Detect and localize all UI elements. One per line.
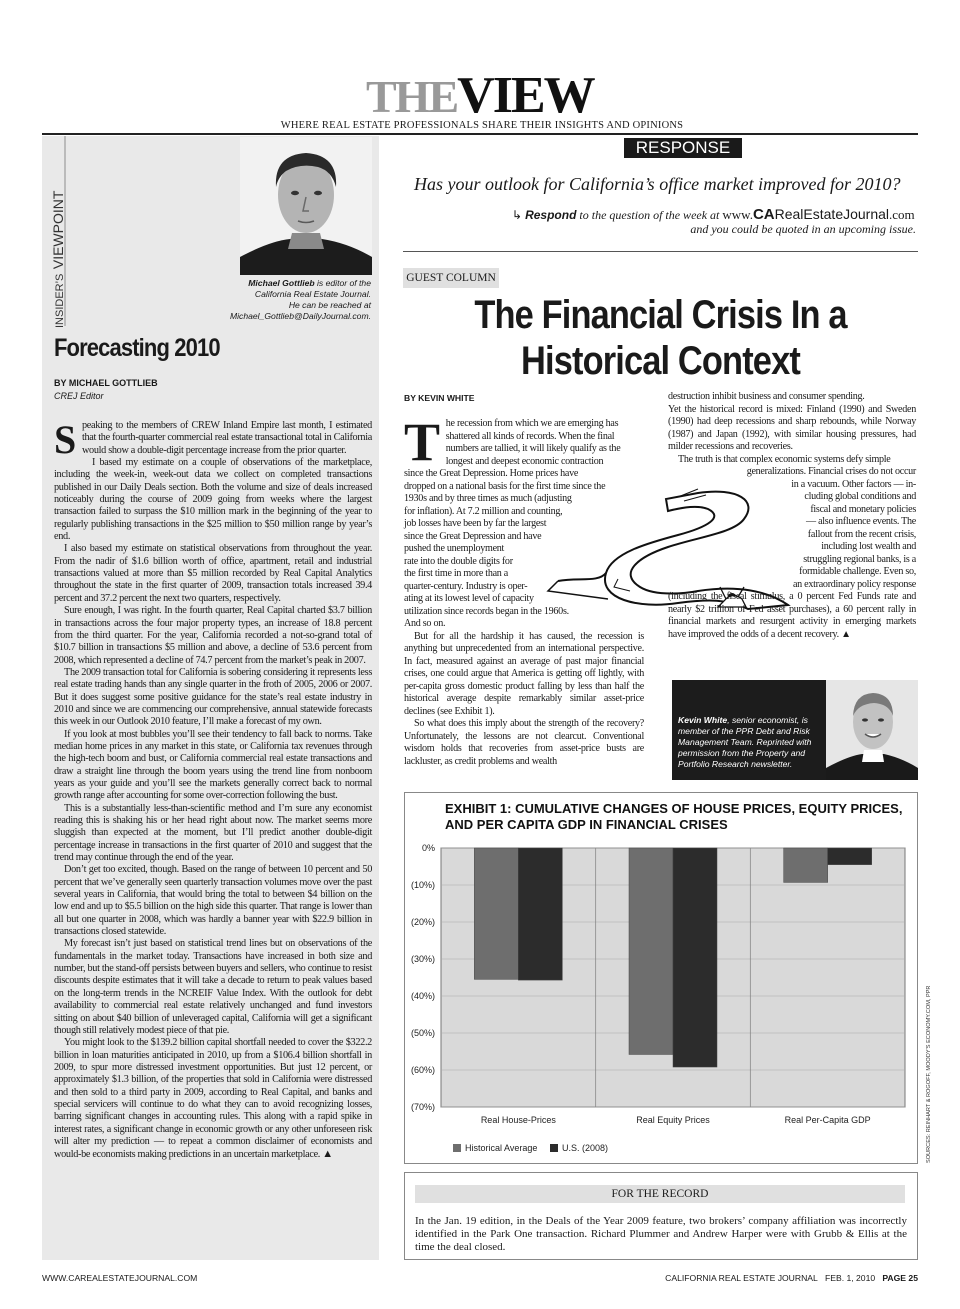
guest-right-line: cluding global conditions and bbox=[804, 491, 916, 503]
sidebar-paragraph: This is a substantially less-than-scientific method and I’m sure any economist reading this is shaking his or her head right about now. The market seems more sluggish than expected at the moment, but I’ll predict another double-digit percentage increase in transactions in the first quarter of 2010 and suggest that the trend may continue through the end of the year. bbox=[54, 802, 372, 864]
bar-u-s-2008- bbox=[518, 848, 562, 980]
exhibit-1-chart bbox=[405, 793, 917, 1163]
y-tick-label: (20%) bbox=[410, 917, 435, 927]
respond-line-2: and you could be quoted in an upcoming issue. bbox=[690, 222, 916, 236]
guest-right-line: destruction inhibit business and consumer spending. bbox=[668, 391, 865, 402]
author-photo-gottlieb bbox=[240, 137, 372, 275]
y-tick-label: (50%) bbox=[410, 1028, 435, 1038]
guest-line: numbers are tallied, it will likely qualify as the bbox=[445, 443, 621, 455]
url-com: .com bbox=[889, 207, 915, 222]
end-mark-icon: ▲ bbox=[841, 628, 851, 640]
footer-publication bbox=[560, 1273, 918, 1283]
sidebar-paragraph: The 2009 transaction total for California is sobering considering it represents less real estate trading hands than any single quarter in the froth of 2005, 2006 or 2007. But it does suggest some positive guidance for the state’s real estate industry in 2010 and since we are commencing our comprehensive, annual statewide forecasts this week in our Outlook 2010 feature, I’ll make a forecast of my own. bbox=[54, 666, 372, 728]
guest-line: for inflation). At 7.2 million and counting, bbox=[404, 505, 563, 517]
respond-line bbox=[512, 206, 915, 223]
sidebar-paragraph: You might look to the $139.2 billion capital shortfall needed to cover the $322.2 billion in loan maturities anticipated in 2010, up from a $106.4 billion shortfall in 2009, to spur more distressed investment opportunities. But just 12 percent, or approximately $1.3 billion, of the properties that sold in California were distressed and then sold to a third party in 2009, according to Real Capital, and banks and special servicers will continue to do what they can to avoid recognizing losses, barring significant changes in accounting rules. This along with a rapid spike in interest rates, a significant change in economic growth or any other unforeseen risk will alter my prediction — to repeat a common disclaimer of economists and would-be economists making predictions in an uncertain marketplace. bbox=[54, 1037, 372, 1161]
footer-website: WWW.CAREALESTATEJOURNAL.COM bbox=[42, 1273, 198, 1283]
guest-byline: BY KEVIN WHITE bbox=[404, 393, 475, 403]
masthead-view: VIEW bbox=[457, 67, 594, 124]
bar-historical-average bbox=[784, 848, 828, 882]
respond-bold: Respond bbox=[525, 208, 577, 222]
guest-line: longest and deepest economic contraction bbox=[445, 455, 604, 467]
bar-u-s-2008- bbox=[673, 848, 717, 1067]
guest-right-column bbox=[668, 391, 916, 641]
sidebar-drop-cap: S bbox=[54, 417, 76, 462]
guest-line: shattered all kinds of records. When the final bbox=[445, 430, 615, 442]
x-category-label: Real Equity Prices bbox=[636, 1115, 710, 1125]
guest-line: since the Great Depression. Home prices have bbox=[404, 468, 579, 480]
masthead-tagline: WHERE REAL ESTATE PROFESSIONALS SHARE THEIR INSIGHTS AND OPINIONS bbox=[280, 120, 684, 131]
author-photo-white bbox=[826, 680, 918, 780]
footer-date: FEB. 1, 2010 bbox=[824, 1273, 876, 1283]
sidebar-paragraph: I also based my estimate on statistical observations from throughout the year. From the nadir of $1.6 billion worth of office, apartment, retail and industrial transactions valued at more than $5 million recorded by Real Capital Analytics throughout the state in the first quarter of 2009, transaction totals increased 39.4 percent and 37.2 percent the next two quarters, respectively. bbox=[54, 543, 372, 604]
author-caption-4: Michael_Gottlieb@DailyJournal.com. bbox=[229, 311, 371, 321]
for-the-record-text: In the Jan. 19 edition, in the Deals of the Year 2009 feature, two brokers’ company affiliation was incorrectly identified in the Park One transaction. Richard Plummer and Andrew Harper were with Grubb & Ellis at the time the deal closed. bbox=[415, 1215, 907, 1253]
guest-line: rate into the double digits for bbox=[404, 555, 513, 567]
guest-headline-line2: Historical Context bbox=[521, 339, 800, 383]
guest-line: 1930s and by three times as much (adjusting bbox=[404, 493, 572, 505]
respond-text: to the question of the week at bbox=[576, 208, 723, 222]
guest-right-line: (including the fiscal stimulus, a 0 percent Fed Funds rate and nearly $2 trillion of Fed asset purchases), a 60 percent rally in financial markets and resurgent activity in emerging markets have improved the odds of a decent recovery. bbox=[668, 591, 916, 640]
url-www: www. bbox=[722, 207, 753, 222]
for-the-record-label: FOR THE RECORD bbox=[415, 1185, 905, 1203]
bar-historical-average bbox=[629, 848, 673, 1054]
guest-right-line: formidable challenge. Even so, bbox=[799, 566, 916, 578]
masthead-logo bbox=[366, 66, 594, 122]
sidebar-paragraph: My forecast isn’t just based on statistical trend lines but on observations of the fundamentals in the market today. Transactions have increased in both size and number, but the stand-off persists between buyers and sellers, who continue to resist discounts despite estimates that it will take a decade to return to peak values based on the long-term trends in the NCREIF Value Index. With the outlook for debt availability to commercial real estate relatively unchanged and fund investors sitting on about $40 billion of unleveraged capital, California will get a significant though still relatively modest piece of that pie. bbox=[54, 938, 372, 1036]
x-category-label: Real House-Prices bbox=[480, 1115, 556, 1125]
legend-label-us: U.S. (2008) bbox=[562, 1143, 609, 1153]
legend-swatch-historical bbox=[453, 1144, 461, 1152]
chart-title-line2: AND PER CAPITA GDP IN FINANCIAL CRISES bbox=[445, 817, 728, 832]
guest-right-line: including lost wealth and bbox=[821, 541, 916, 553]
kevin-caption-name: Kevin White bbox=[678, 715, 728, 725]
author-caption-2: California Real Estate Journal. bbox=[254, 289, 371, 299]
guest-column-label: GUEST COLUMN bbox=[403, 268, 499, 288]
guest-line: quarter-century. Industry is oper- bbox=[404, 580, 528, 592]
chart-title-line1: EXHIBIT 1: CUMULATIVE CHANGES OF HOUSE PRICES, EQUITY PRICES, bbox=[445, 801, 903, 816]
guest-line: job losses have been by far the largest bbox=[404, 518, 547, 530]
guest-right-line: fallout from the recent crisis, bbox=[807, 528, 916, 540]
footer-page: PAGE 25 bbox=[882, 1273, 918, 1283]
response-label: RESPONSE bbox=[624, 138, 742, 158]
guest-right-line: The truth is that complex economic systems defy simple bbox=[678, 453, 891, 465]
author-caption-3: He can be reached at bbox=[288, 300, 371, 310]
guest-right-line: in a vacuum. Other factors — in- bbox=[791, 478, 916, 490]
insiders-text: INSIDER’S bbox=[54, 273, 66, 328]
legend-swatch-us bbox=[550, 1144, 558, 1152]
guest-line: And so on. bbox=[404, 618, 446, 630]
guest-headline bbox=[439, 292, 882, 384]
sidebar-article-body bbox=[54, 417, 372, 1260]
kevin-caption-text: , senior economist, is member of the PPR Debt and Risk Management Team. Reprinted with permission from the Property and Portfolio Research newsletter. bbox=[678, 715, 812, 769]
y-tick-label: (30%) bbox=[410, 954, 435, 964]
url-ca: CA bbox=[752, 206, 775, 223]
bar-historical-average bbox=[474, 848, 518, 979]
guest-drop-cap: T bbox=[404, 412, 440, 472]
author-caption-gottlieb bbox=[190, 278, 371, 322]
chart-plot-area bbox=[411, 843, 905, 1125]
guest-right-line: fiscal and monetary policies bbox=[810, 503, 916, 515]
y-tick-label: 0% bbox=[421, 843, 435, 853]
guest-right-line: struggling regional banks, is a bbox=[803, 553, 916, 565]
viewpoint-label bbox=[50, 191, 68, 328]
guest-right-line: an extraordinary policy response bbox=[792, 578, 916, 590]
respond-arrow-icon: ↳ bbox=[512, 208, 523, 222]
masthead-rule bbox=[42, 133, 918, 135]
guest-line: the first time in more than a bbox=[404, 568, 509, 580]
masthead-the: THE bbox=[366, 71, 458, 122]
chart-source: SOURCES: REINHART & ROGOFF, MOODY’S ECONOMY.COM, PPR bbox=[926, 985, 932, 1163]
response-rule bbox=[403, 251, 918, 252]
kevin-white-caption bbox=[678, 715, 820, 770]
guest-line: dropped on a national basis for the first time since the bbox=[404, 480, 606, 492]
guest-line: pushed the unemployment bbox=[404, 543, 505, 555]
guest-headline-line1: The Financial Crisis In a bbox=[474, 293, 847, 337]
sidebar-paragraph: Sure enough, I was right. In the fourth quarter, Real Capital charted $3.7 billion in transactions across the four major property types, an increase of 18.8 percent from the third quarter. For the year, California recorded a not-so-grand total of $10.7 billion in transactions $5 million and above, a decline of 53.6 percent from 2008, which represented a decline of 74.7 percent from the market’s peak in 2007. bbox=[54, 605, 372, 666]
guest-line: ating at its lowest level of capacity bbox=[404, 593, 534, 605]
sidebar-paragraph: I based my estimate on a couple of observations of the marketplace, including the week-in, week-out data we collect on completed transactions published in our Daily Deals section. Both the volume and size of deals increased noticeably during the course of 2009 going from weeks where the largest transaction failed to surpass the $10 million mark in the beginning of the year to regularly publishing transactions in the $25 million to $50 million range by year’s end. bbox=[54, 457, 372, 543]
sidebar-author-role: CREJ Editor bbox=[54, 391, 104, 401]
url-rest: RealEstateJournal bbox=[774, 206, 890, 222]
guest-right-line: — also influence events. The bbox=[806, 516, 916, 528]
bar-u-s-2008- bbox=[828, 848, 872, 865]
sidebar-headline: Forecasting 2010 bbox=[54, 334, 220, 362]
author-caption-1: is editor of the bbox=[314, 278, 371, 288]
guest-paragraph: But for all the hardship it has caused, the recession is anything but unprecedented from an international perspective. In fact, measured against an average of past major financial crises, one could argue that America is getting off lightly, with per-capita gross domestic product falling by less than half the historical average despite remarkably similar asset-price declines (see Exhibit 1). bbox=[404, 630, 644, 717]
guest-paragraph: So what does this imply about the strength of the recovery? Unfortunately, the lessons are not clearcut. Conventional wisdom holds that recoveries from asset-price busts are lackluster, as credit problems and wealth bbox=[404, 718, 644, 767]
guest-line: he recession from which we are emerging has bbox=[445, 418, 619, 429]
response-question: Has your outlook for California’s office market improved for 2010? bbox=[414, 174, 901, 194]
viewpoint-text: VIEWPOINT bbox=[50, 190, 66, 270]
guest-line: utilization since records began in the 1960s. bbox=[404, 605, 569, 617]
guest-right-line: Yet the historical record is mixed: Finland (1990) and Sweden (1990) had deep recessions and sharp rebounds, while Norway (1987) and Japan (1992), with similar housing pressures, had milder recessions and recoveries. bbox=[668, 403, 916, 453]
legend-label-historical: Historical Average bbox=[465, 1143, 538, 1153]
y-tick-label: (10%) bbox=[410, 880, 435, 890]
guest-line: since the Great Depression and have bbox=[404, 530, 542, 542]
y-tick-label: (70%) bbox=[410, 1102, 435, 1112]
x-category-label: Real Per-Capita GDP bbox=[784, 1115, 871, 1125]
author-caption-name: Michael Gottlieb bbox=[248, 278, 315, 288]
sidebar-byline: BY MICHAEL GOTTLIEB bbox=[54, 378, 158, 388]
sidebar-paragraph: peaking to the members of CREW Inland Empire last month, I estimated that the fourth-quarter commercial real estate transactional total in California would show a double-digit percentage increase from the prior quarter. bbox=[81, 420, 372, 456]
respond-url[interactable] bbox=[722, 207, 914, 222]
guest-right-line: generalizations. Financial crises do not occur bbox=[746, 466, 916, 478]
guest-left-column bbox=[404, 412, 644, 767]
y-tick-label: (60%) bbox=[410, 1065, 435, 1075]
sidebar-paragraph: If you look at most bubbles you’ll see their tendency to fall back to norms. Take median home prices in any market in this state, or California tax revenues through the high-tech boom and bust, or California commercial real estate transactions and draw a straight line through the boom years using the trend line from nonboom years as your guide and you’ll see the markets generally correct back to normal growth range after accounting for some over-correction following the bust. bbox=[54, 728, 372, 802]
end-mark-icon: ▲ bbox=[322, 1148, 333, 1161]
sidebar-paragraph: Don’t get too excited, though. Based on the range of between 10 percent and 50 percent that we’ve generally seen quarterly transaction volumes move over the past several years in California, that would bring the total to between $4 billion on the low end and up to $5.5 billion on the high side this quarter. That range is lower than all but one quarter in 2008, which was hardly a banner year with $22.9 billion in transactions closed statewide. bbox=[54, 864, 372, 938]
footer-journal: CALIFORNIA REAL ESTATE JOURNAL bbox=[665, 1273, 818, 1283]
y-tick-label: (40%) bbox=[410, 991, 435, 1001]
